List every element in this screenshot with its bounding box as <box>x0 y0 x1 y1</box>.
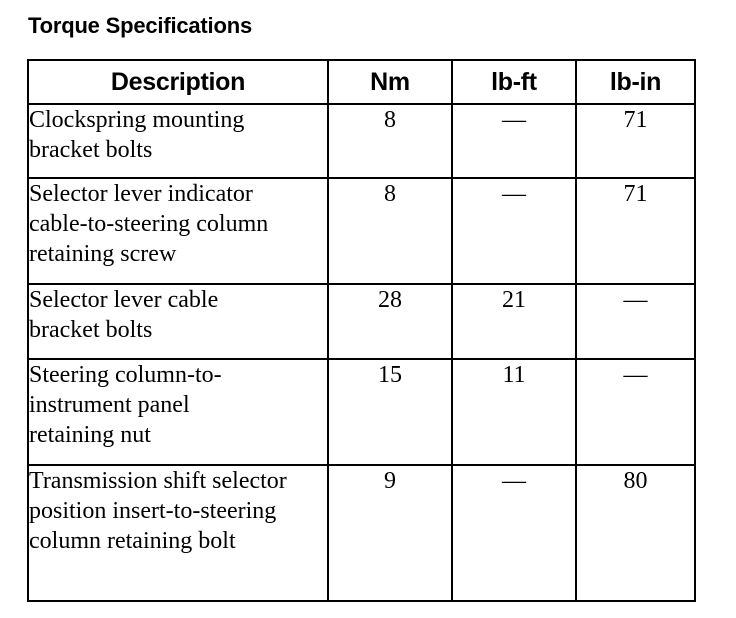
cell-lb-in: — <box>576 359 695 465</box>
cell-lb-ft: — <box>452 178 576 284</box>
page-title: Torque Specifications <box>28 13 252 38</box>
cell-nm: 8 <box>328 104 452 178</box>
description-text: Clockspring mounting bracket bolts <box>29 107 245 163</box>
table-row <box>28 284 695 359</box>
description-text: Steering column-to-instrument panel retaining nut <box>29 362 222 448</box>
description-text: Selector lever indicator cable-to-steering column retaining screw <box>29 181 269 267</box>
cell-description <box>28 359 328 465</box>
cell-description <box>28 104 328 178</box>
table-row <box>28 359 695 465</box>
cell-lb-ft: 11 <box>452 359 576 465</box>
description-text: Selector lever cable bracket bolts <box>29 287 219 343</box>
cell-lb-ft: 21 <box>452 284 576 359</box>
cell-nm: 8 <box>328 178 452 284</box>
cell-lb-ft: — <box>452 104 576 178</box>
cell-lb-in: 71 <box>576 104 695 178</box>
cell-lb-ft: — <box>452 465 576 601</box>
table-row <box>28 104 695 178</box>
cell-description <box>28 284 328 359</box>
header-lb-in: lb-in <box>576 60 695 104</box>
header-description: Description <box>28 60 328 104</box>
table-row <box>28 465 695 601</box>
cell-lb-in: — <box>576 284 695 359</box>
header-lb-ft: lb-ft <box>452 60 576 104</box>
cell-nm: 15 <box>328 359 452 465</box>
header-nm: Nm <box>328 60 452 104</box>
description-text: Transmission shift selector position insert-to-steering column retaining bolt <box>29 468 287 554</box>
cell-description <box>28 178 328 284</box>
torque-spec-table <box>27 59 696 602</box>
table-header-row <box>28 60 695 104</box>
cell-description <box>28 465 328 601</box>
cell-lb-in: 80 <box>576 465 695 601</box>
cell-lb-in: 71 <box>576 178 695 284</box>
table-row <box>28 178 695 284</box>
cell-nm: 28 <box>328 284 452 359</box>
cell-nm: 9 <box>328 465 452 601</box>
